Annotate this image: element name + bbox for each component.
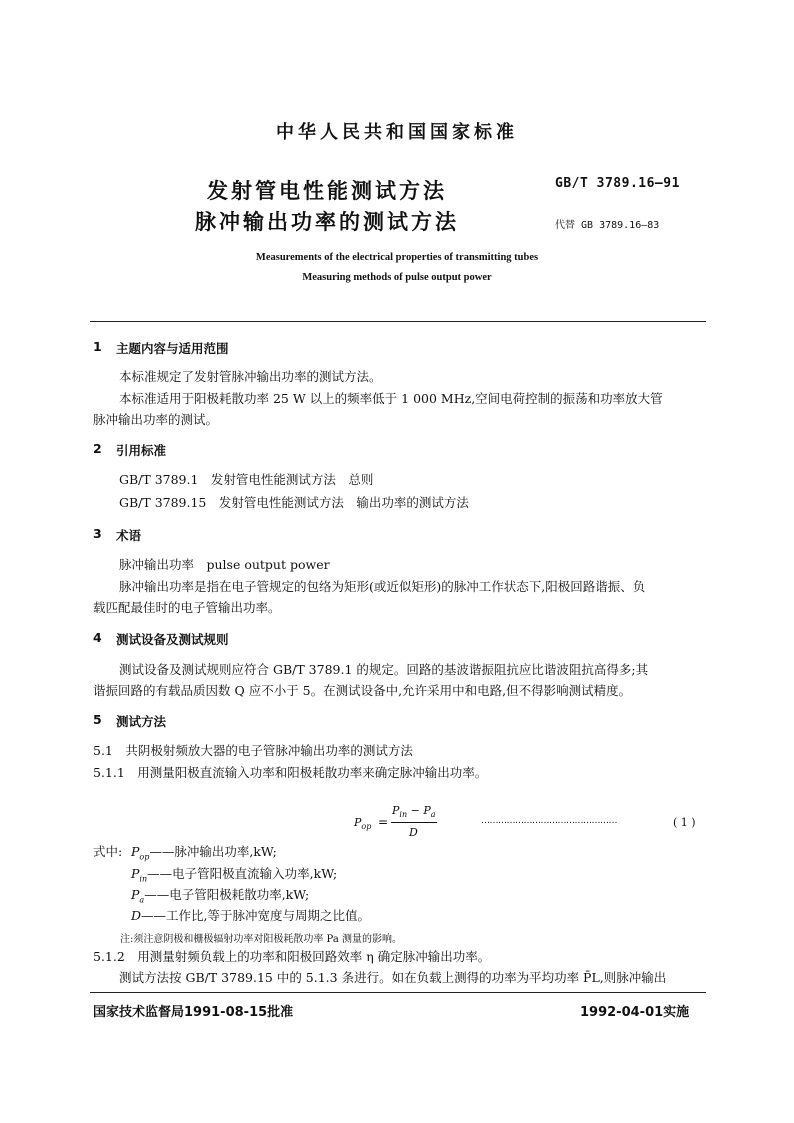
section-4-title: 测试设备及测试规则: [116, 632, 229, 647]
section-1-title: 主题内容与适用范围: [116, 341, 229, 356]
term-entry: 脉冲输出功率 pulse output power: [119, 557, 330, 572]
section-1-number: 1: [93, 339, 102, 354]
section-1-paragraph-2b: 脉冲输出功率的测试。: [93, 412, 219, 427]
section-1-paragraph-1: 本标准规定了发射管脉冲输出功率的测试方法。: [119, 369, 382, 384]
section-2-number: 2: [93, 441, 102, 456]
variable-d: D——工作比,等于脉冲宽度与周期之比值。: [131, 908, 371, 923]
clause-5-1-2: 5.1.2 用测量射频负载上的功率和阳极回路效率 η 确定脉冲输出功率。: [93, 949, 491, 964]
english-title-line1: Measurements of the electrical properties of transmitting tubes: [255, 252, 539, 263]
variable-pin: $P_{in}——$电子管阳极直流输入功率,kW;: [131, 866, 338, 884]
document-title-line2: 脉冲输出功率的测试方法: [195, 210, 459, 234]
reference-2: GB/T 3789.15 发射管电性能测试方法 输出功率的测试方法: [119, 495, 469, 510]
section-1-paragraph-2a: 本标准适用于阳极耗散功率 25 W 以上的频率低于 1 000 MHz,空间电荷控制的振荡和功率放大管: [119, 391, 663, 406]
section-5-title: 测试方法: [116, 714, 167, 729]
formula-numerator: $P_{in} - P_a$: [392, 804, 436, 820]
formula-equals: =: [378, 815, 389, 829]
clause-5-1-1: 5.1.1 用测量阳极直流输入功率和阳极耗散功率来确定脉冲输出功率。: [93, 765, 488, 780]
variable-pop: $P_{op}——$脉冲输出功率,kW;: [131, 844, 277, 862]
header-divider: [90, 321, 706, 322]
replaces-standard: 代替 GB 3789.16—83: [555, 220, 660, 231]
clause-5-1-2-paragraph: 测试方法按 GB/T 3789.15 中的 5.1.3 条进行。如在负载上测得的功率为平均功率 P̄L,则脉冲输出: [119, 970, 667, 985]
section-4-paragraph-b: 谐振回路的有载品质因数 Q 应不小于 5。在测试设备中,允许采用中和电路,但不得影响测试精度。: [93, 683, 632, 698]
formula-leader-dots: …………………………………………: [481, 816, 617, 826]
variable-pa: $P_a——$电子管阳极耗散功率,kW;: [131, 887, 310, 905]
standard-code: GB/T 3789.16—91: [555, 176, 680, 191]
section-3-title: 术语: [116, 528, 142, 543]
footer-divider: [90, 992, 706, 993]
approval-date: 国家技术监督局1991-08-15批准: [93, 1005, 294, 1020]
effective-date: 1992-04-01实施: [580, 1005, 690, 1020]
where-label: 式中:: [93, 844, 123, 859]
formula-number: ( 1 ): [673, 816, 696, 829]
term-definition-b: 载匹配最佳时的电子管输出功率。: [93, 600, 281, 615]
section-5-number: 5: [93, 712, 102, 727]
national-standard-heading: 中华人民共和国国家标准: [276, 122, 518, 143]
formula-fraction-bar: [391, 822, 437, 823]
document-title-line1: 发射管电性能测试方法: [207, 179, 447, 203]
reference-1: GB/T 3789.1 发射管电性能测试方法 总则: [119, 472, 374, 487]
term-definition-a: 脉冲输出功率是指在电子管规定的包络为矩形(或近似矩形)的脉冲工作状态下,阳极回路谐振、负: [119, 579, 646, 594]
section-4-paragraph-a: 测试设备及测试规则应符合 GB/T 3789.1 的规定。回路的基波谐振阻抗应比谐波阻抗高得多;其: [119, 662, 649, 677]
formula-denominator: D: [409, 826, 418, 839]
note: 注:须注意阴极和栅极辐射功率对阳极耗散功率 Pa 测量的影响。: [120, 934, 402, 945]
section-2-title: 引用标准: [116, 443, 167, 458]
formula-lhs: $P_{op}$: [354, 816, 372, 832]
section-4-number: 4: [93, 630, 102, 645]
section-3-number: 3: [93, 526, 102, 541]
clause-5-1: 5.1 共阴极射频放大器的电子管脉冲输出功率的测试方法: [93, 743, 413, 758]
english-title-line2: Measuring methods of pulse output power: [302, 272, 492, 283]
